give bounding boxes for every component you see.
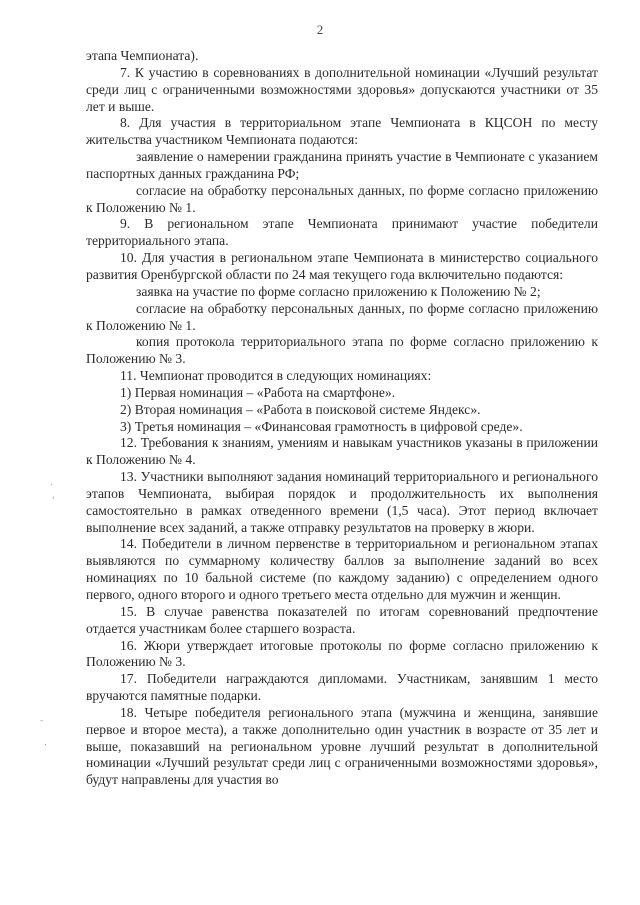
scan-margin-mark: . (50, 478, 53, 488)
paragraph-p20: 17. Победители награждаются дипломами. Участникам, занявшим 1 место вручаются памятные подарки. (86, 671, 598, 704)
paragraph-p07: 10. Для участия в региональном этапе Чемпионата в министерство социального развития Оренбургской области по 24 мая текущего года включительно подаются: (86, 250, 598, 282)
paragraph-p14: 3) Третья номинация – «Финансовая грамотность в цифровой среде». (120, 418, 523, 434)
paragraph-p21: 18. Четыре победителя регионального этапа (мужчина и женщина, занявшие первое и второе места), а также дополнительно один участник в возрасте от 35 лет и выше, показавший на региональном уровне лучший результат в дополнительной номинации «Лучший результат среди лиц с ограниченными возможностями здоровья», будут направлены для участия во (86, 704, 598, 788)
scan-margin-mark: . (44, 738, 47, 748)
document-body (86, 48, 598, 789)
paragraph-p15: 12. Требования к знаниям, умениям и навыкам участников указаны в приложении к Положению № 4. (86, 435, 598, 468)
paragraph-p11: 11. Чемпионат проводится в следующих номинациях: (120, 368, 432, 384)
paragraph-p06: 9. В региональном этапе Чемпионата принимают участие победители территориального этапа. (86, 216, 598, 249)
paragraph-p03: 8. Для участия в территориальном этапе Чемпионата в КЦСОН по месту жительства участником Чемпионата подаются: (86, 115, 598, 148)
paragraph-p09: согласие на обработку персональных данных, по форме согласно приложению к Положению № 1. (86, 300, 598, 333)
scan-margin-mark: ' (52, 496, 55, 506)
paragraph-p05: согласие на обработку персональных данных, по форме согласно приложению к Положению № 1. (86, 182, 598, 215)
scan-margin-mark: - (40, 716, 44, 726)
paragraph-p10: копия протокола территориального этапа по форме согласно приложению к Положению № 3. (86, 334, 598, 367)
paragraph-p19: 16. Жюри утверждает итоговые протоколы по форме согласно приложению к Положению № 3. (86, 637, 598, 670)
paragraph-p17: 14. Победители в личном первенстве в территориальном и региональном этапах выявляются по суммарному количеству баллов за выполнение заданий во всех номинациях по 10 бальной системе (по каждому заданию) с определением одного первого, одного второго и одного третьего места отдельно для мужчин и женщин. (86, 536, 598, 602)
paragraph-p02: 7. К участию в соревнованиях в дополнительной номинации «Лучший результат среди лиц с ограниченными возможностями здоровья» допускаются участники от 35 лет и выше. (86, 64, 598, 114)
paragraph-p08: заявка на участие по форме согласно приложению к Положению № 2; (136, 283, 541, 299)
paragraph-p12: 1) Первая номинация – «Работа на смартфоне». (120, 384, 396, 400)
paragraph-p18: 15. В случае равенства показателей по итогам соревнований предпочтение отдается участникам более старшего возраста. (86, 603, 598, 636)
paragraph-p16: 13. Участники выполняют задания номинаций территориального и регионального этапов Чемпионата, выбирая порядок и продолжительность их выполнения самостоятельно в рамках отведенного времени (1,5 часа). Этот период включает выполнение всех заданий, а также отправку результатов на проверку в жюри. (86, 469, 598, 535)
paragraph-p04: заявление о намерении гражданина принять участие в Чемпионате с указанием паспортных данных гражданина РФ; (86, 149, 598, 181)
paragraph-p01: этапа Чемпионата). (86, 48, 199, 63)
paragraph-p13: 2) Вторая номинация – «Работа в поисковой системе Яндекс». (120, 401, 481, 417)
page-number: 2 (316, 22, 324, 37)
